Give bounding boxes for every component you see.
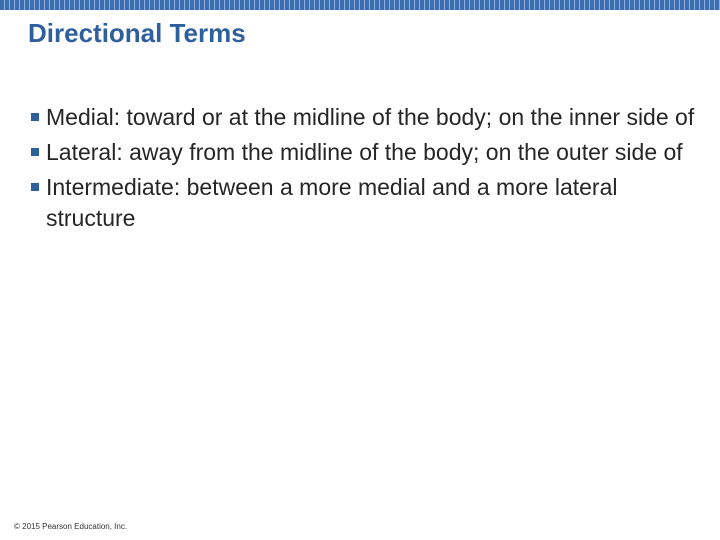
square-bullet-icon [31, 148, 39, 156]
slide-title: Directional Terms [28, 18, 246, 48]
bullet-list [28, 102, 698, 238]
bullet-text: Lateral: away from the midline of the body; on the outer side of [46, 139, 683, 165]
square-bullet-icon [31, 113, 39, 121]
bullet-text: Intermediate: between a more medial and a more lateral structure [46, 174, 618, 231]
copyright-notice: © 2015 Pearson Education, Inc. [14, 522, 128, 531]
bullet-item-lateral [28, 137, 698, 168]
header-stripe [0, 0, 720, 10]
square-bullet-icon [31, 183, 39, 191]
bullet-text: Medial: toward or at the midline of the body; on the inner side of [46, 104, 695, 130]
bullet-item-medial [28, 102, 698, 133]
bullet-item-intermediate [28, 172, 698, 234]
